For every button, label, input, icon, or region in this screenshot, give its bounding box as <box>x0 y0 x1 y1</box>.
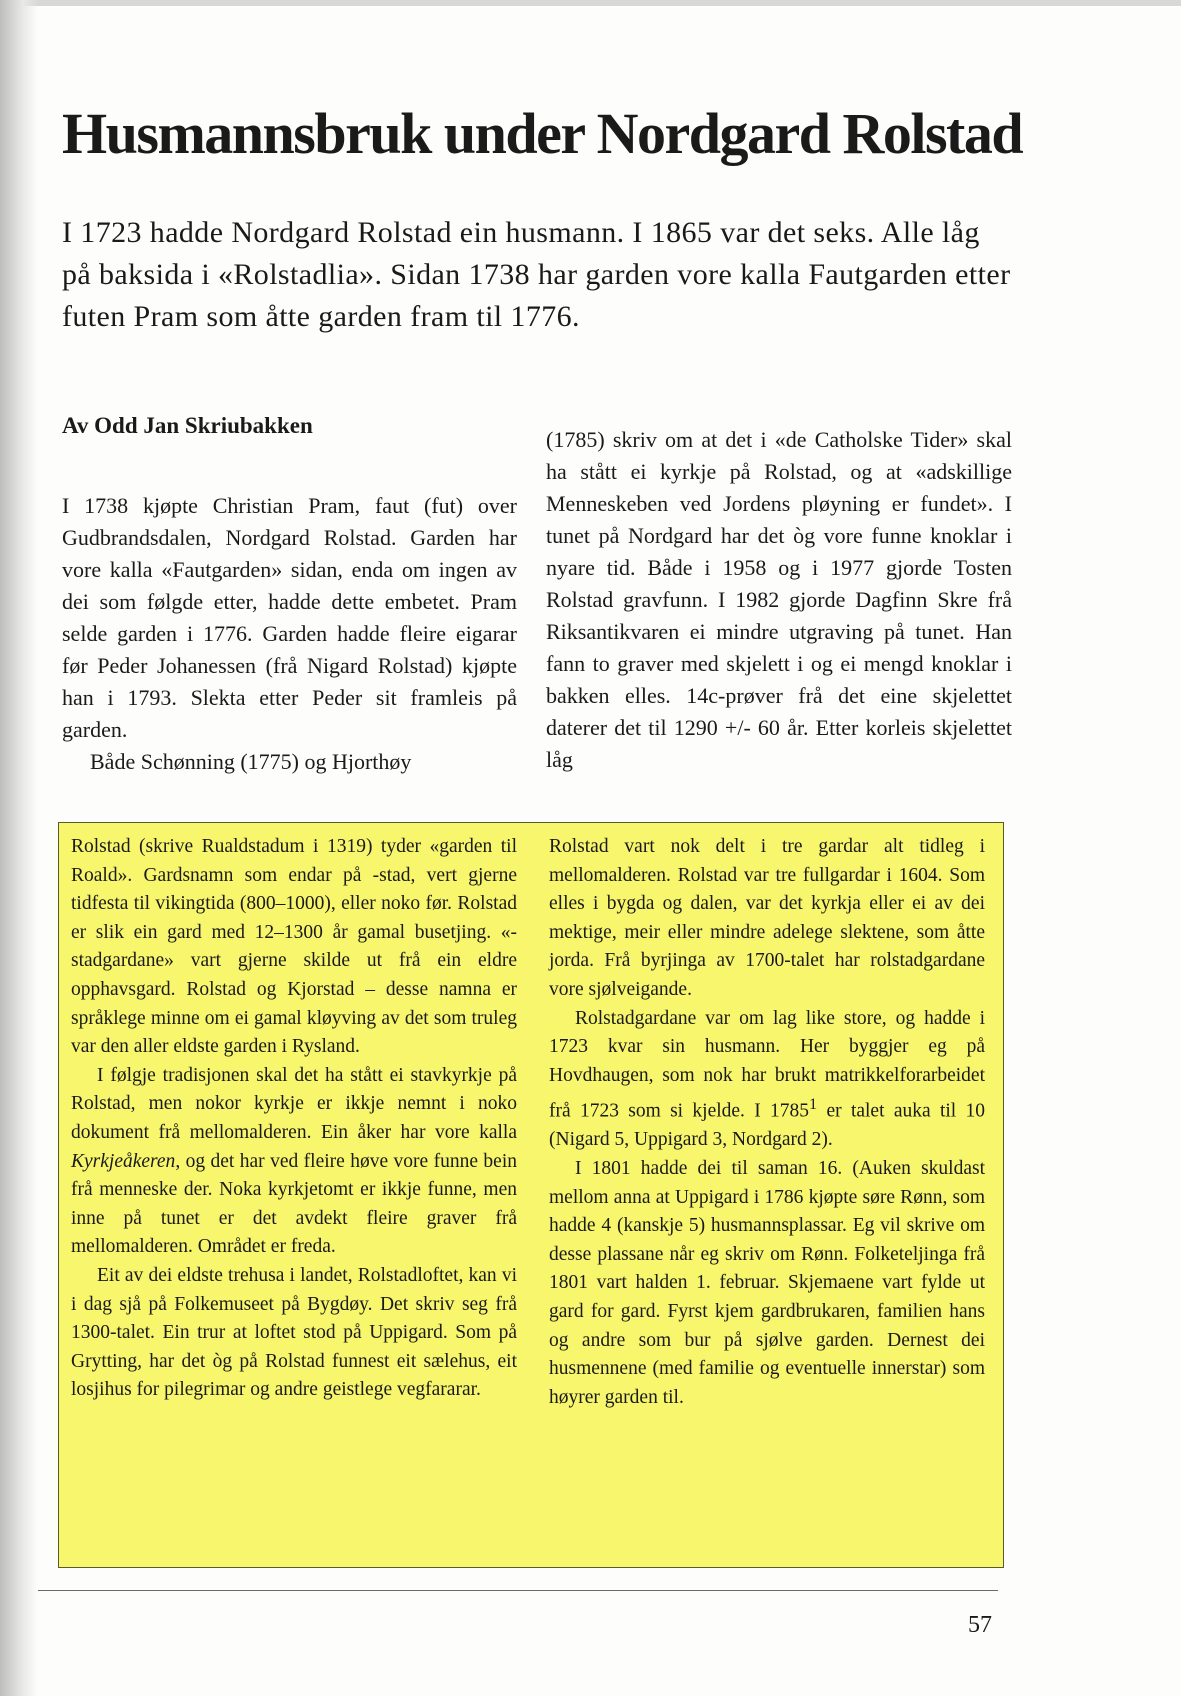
article-column-right <box>546 424 1012 776</box>
fact-paragraph: Rolstad vart nok delt i tre gardar alt tidleg i mellomalderen. Rolstad var tre fullgardar i 1604. Som elles i bygda og dalen, var det kyrkja eller ei av dei mektige, meir eller mindre adelege slektene, som åtte jorda. Frå byrjinga av 1700-talet har rolstadgardane vore sjølveigande. <box>549 836 985 1000</box>
emphasis-term: Kyrkjeåkeren <box>71 1150 176 1172</box>
fact-text: Rolstadgardane var om lag like store, og hadde i 1723 kvar sin husmann. Her byggjer eg på Hovdhaugen, som nok har brukt matrikkelforarbeidet frå 1723 som si kjelde. I 1785 <box>549 1007 985 1122</box>
fact-paragraph: I 1801 hadde dei til saman 16. (Auken skuldast mellom anna at Uppigard i 1786 kjøpte søre Rønn, som hadde 4 (kanskje 5) husmannsplassar. Eg vil skrive om desse plassane når eg skriv om Rønn. Folketeljinga frå 1801 vart halden 1. februar. Skjemaene vart fylde ut gard for gard. Fyrst kjem gardbrukaren, familien hans og andre som bur på sjølve garden. Dernest dei husmennene (med familie og eventuelle innerstar) som høyrer garden til. <box>549 1158 985 1408</box>
fact-paragraph: Rolstad (skrive Rualdstadum i 1319) tyder «garden til Roald». Gardsnamn som endar på -stad, vert gjerne tidfesta til vikingtida (800–1000), eller noko før. Rolstad er slik ein gard med 12–1300 år gamal busetjing. «-stadgardane» vart gjerne skilde ut frå ein eldre opphavsgard. Rolstad og Kjorstad – desse namna er språklege minne om ei gamal kløyving av det som truleg var den aller eldste garden i Rysland. <box>71 836 517 1058</box>
fact-box <box>58 822 1004 1568</box>
fact-paragraph <box>549 1005 985 1155</box>
footnote-marker: 1 <box>809 1095 818 1114</box>
page-title: Husmannsbruk under Nordgard Rolstad <box>62 101 1023 166</box>
fact-text: I følgje tradisjonen skal det ha stått ei stavkyrkje på Rolstad, men nokor kyrkje er ikkje nemnt i noko dokument frå mellomalderen. Ein åker har vore kalla <box>71 1064 517 1143</box>
bottom-rule <box>38 1590 998 1591</box>
body-paragraph: Både Schønning (1775) og Hjorthøy <box>90 749 412 774</box>
lead-paragraph: I 1723 hadde Nordgard Rolstad ein husmann. I 1865 var det seks. Alle låg på baksida i «Rolstadlia». Sidan 1738 har garden vore kalla Fautgarden etter futen Pram som åtte garden fram til 1776. <box>62 216 1011 333</box>
fact-box-column-left <box>71 833 517 1405</box>
fact-text: er talet auka til 10 (Nigard 5, Uppigard 3, Nordgard 2). <box>549 1100 986 1151</box>
fact-paragraph: Eit av dei eldste trehusa i landet, Rolstadloftet, kan vi i dag sjå på Folkemuseet på Bygdøy. Det skriv seg frå 1300-talet. Ein trur at loftet stod på Uppigard. Som på Grytting, har det òg på Rolstad funnest eit sælehus, eit losjihus for pilegrimar og andre geistlege vegfararar. <box>71 1264 517 1401</box>
page-top-edge <box>0 0 1181 6</box>
body-paragraph: (1785) skriv om at det i «de Catholske Tider» skal ha stått ei kyrkje på Rolstad, og at «adskillige Menneskeben ved Jordens pløyning er fundet». I tunet på Nordgard har det òg vore funne knoklar i nyare tid. Både i 1958 og i 1977 gjorde Tosten Rolstad gravfunn. I 1982 gjorde Dagfinn Skre frå Riksantikvaren ei mindre utgraving på tunet. Han fann to graver med skjelett i og ei mengd knoklar i bakken elles. 14c-prøver frå det eine skjelettet daterer det til 1290 +/- 60 år. Etter korleis skjelettet låg <box>546 427 1012 772</box>
page-number: 57 <box>968 1612 992 1638</box>
fact-paragraph <box>71 1062 517 1262</box>
fact-text: , og det har ved fleire høve vore funne bein frå menneske der. Noka kyrkjetomt er ikkje funne, men inne på tunet er det avdekt fleire graver frå mellomalderen. Området er freda. <box>71 1150 517 1258</box>
body-paragraph: I 1738 kjøpte Christian Pram, faut (fut) over Gudbrandsdalen, Nordgard Rolstad. Garden har vore kalla «Fautgarden» sidan, enda om ingen av dei som følgde etter, hadde dette embetet. Pram selde garden i 1776. Garden hadde fleire eigarar før Peder Johanessen (frå Nigard Rolstad) kjøpte han i 1793. Slekta etter Peder sit framleis på garden. <box>62 493 517 742</box>
byline: Av Odd Jan Skriubakken <box>62 413 313 438</box>
article-column-left <box>62 410 517 778</box>
binding-shadow <box>0 0 38 1696</box>
fact-box-column-right <box>549 833 985 1412</box>
